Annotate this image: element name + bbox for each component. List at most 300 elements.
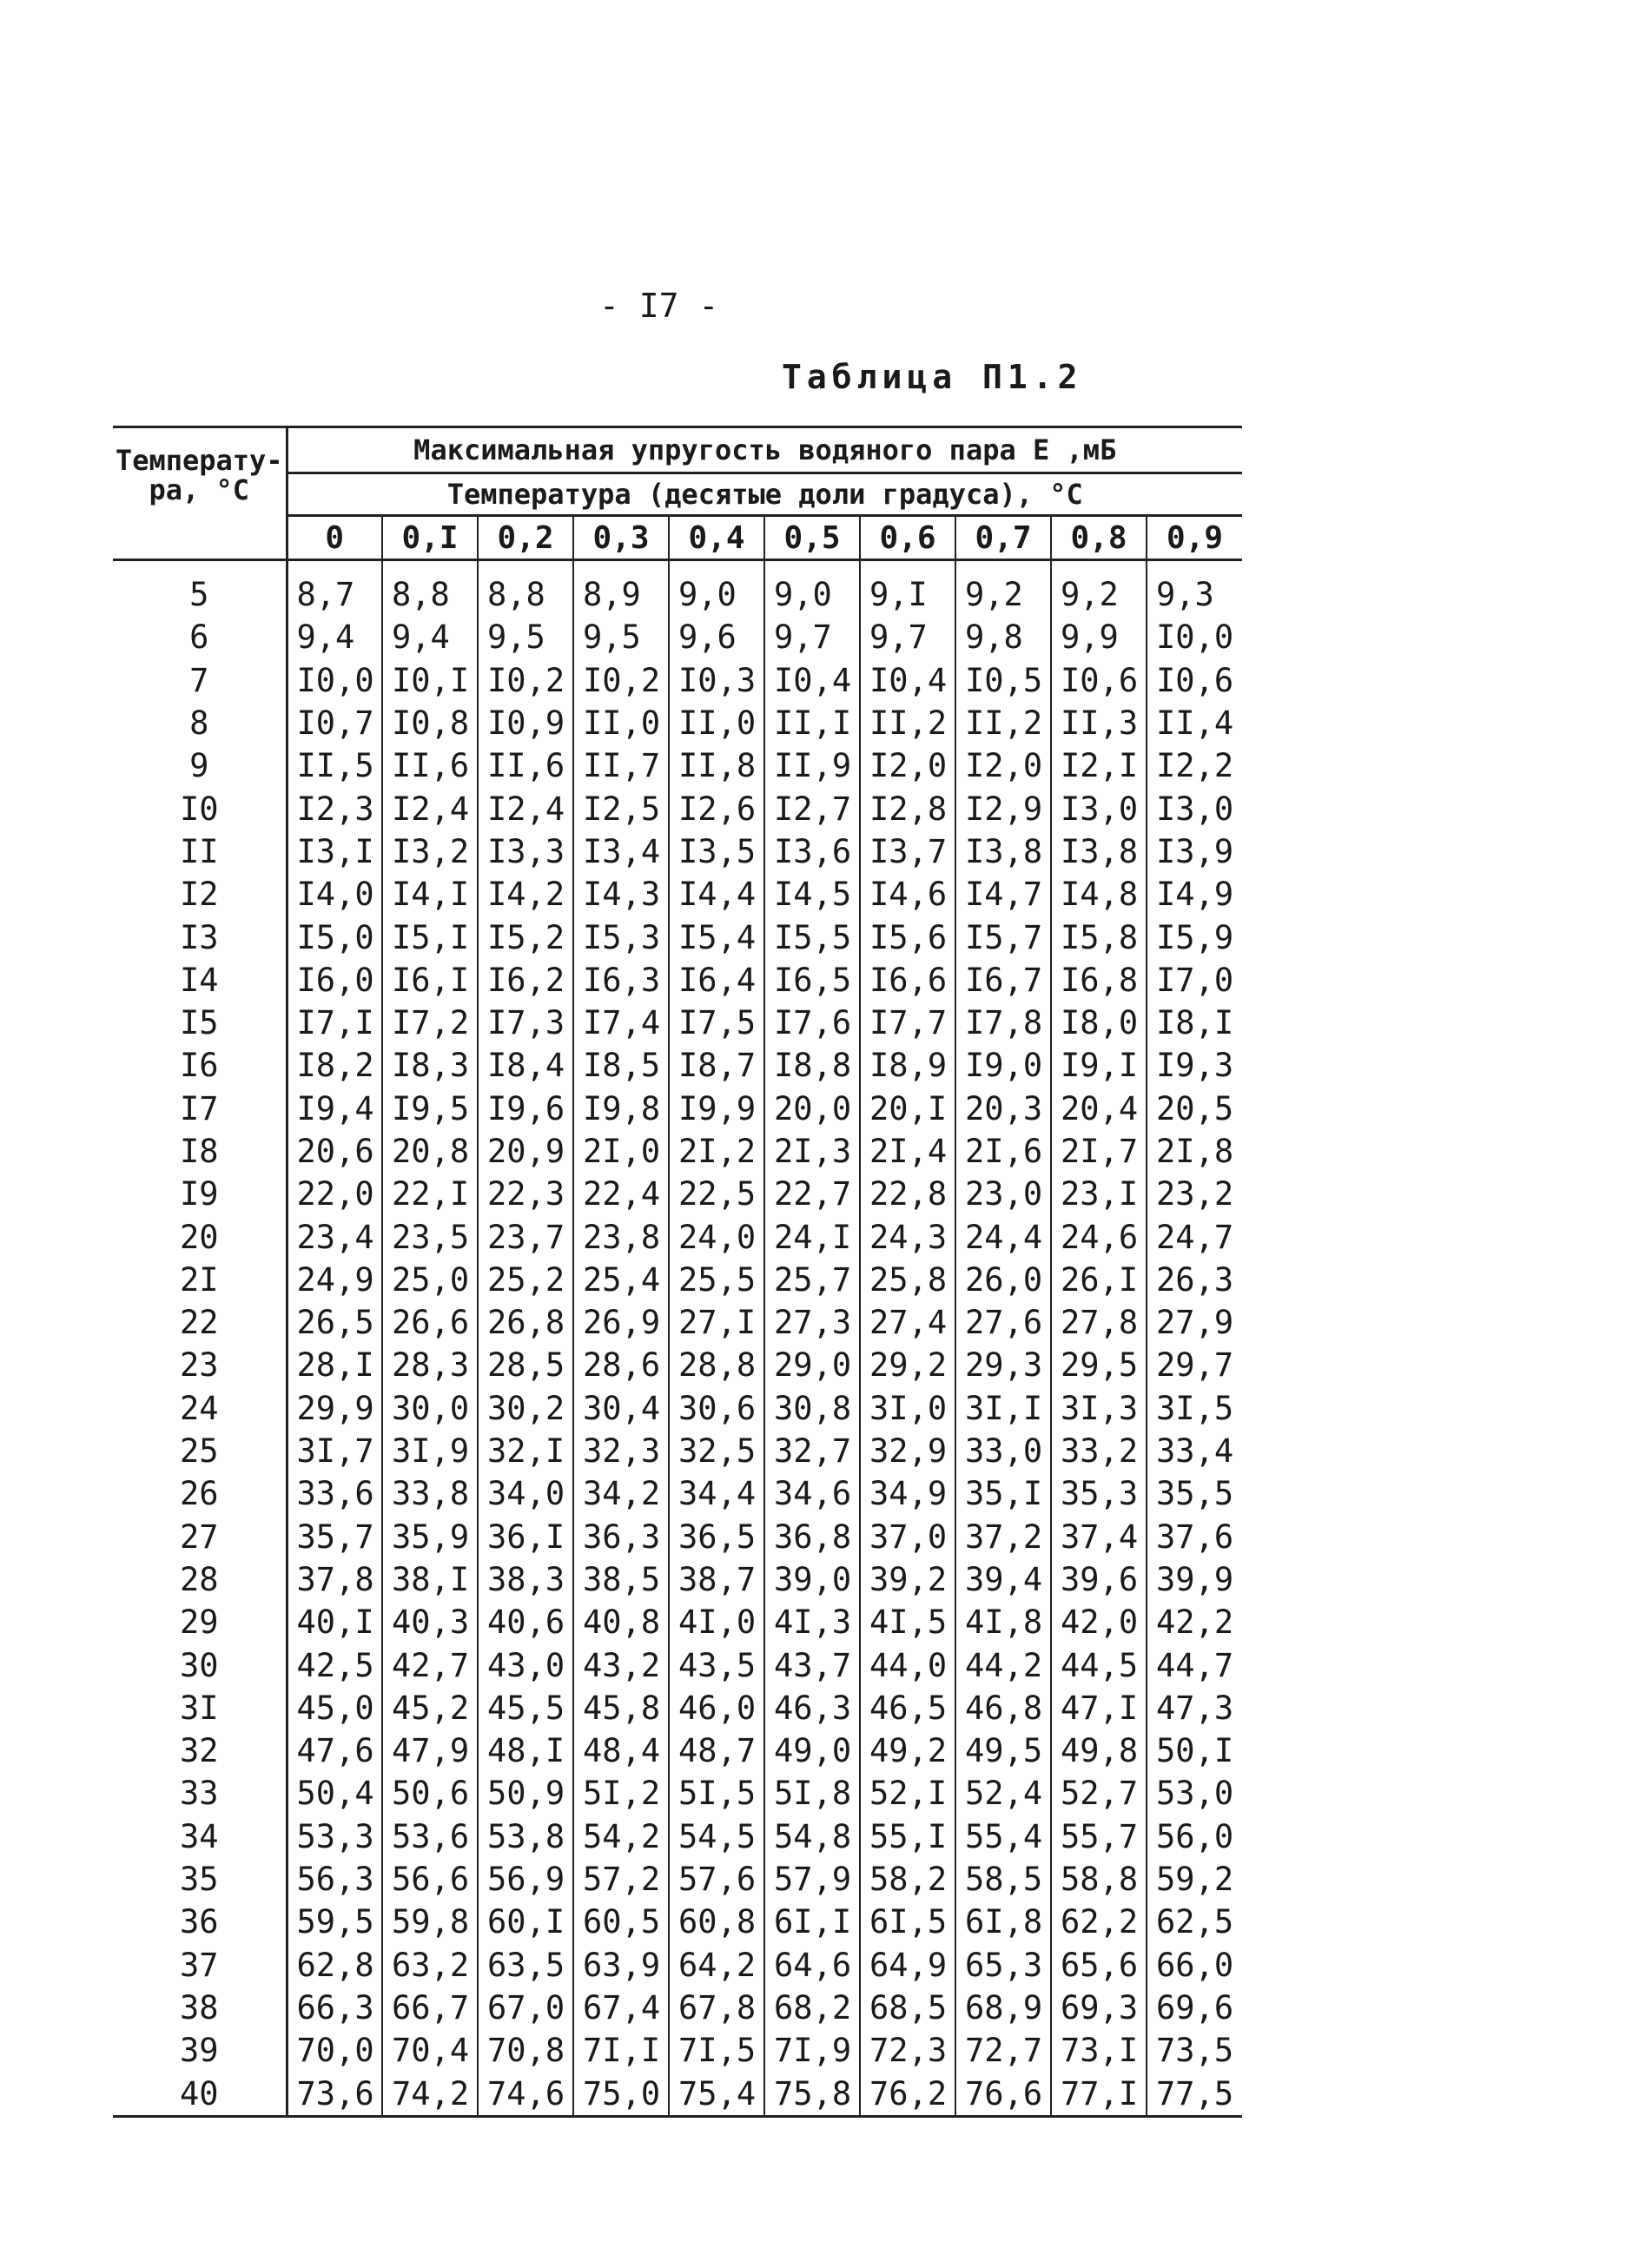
table-cell: I8,3 (382, 1044, 478, 1087)
row-temperature-label: 30 (113, 1643, 287, 1686)
table-cell: 9,0 (764, 560, 860, 617)
table-cell: 40,8 (573, 1601, 669, 1643)
table-cell: I2,2 (1147, 744, 1242, 787)
table-cell: 34,2 (573, 1472, 669, 1515)
table-cell: 7I,I (573, 2029, 669, 2072)
table-cell: 25,4 (573, 1259, 669, 1301)
table-cell: I0,0 (287, 659, 382, 702)
column-header: 0,6 (860, 516, 955, 560)
table-cell: I2,6 (669, 787, 764, 830)
table-cell: 45,0 (287, 1687, 382, 1729)
row-temperature-label: 25 (113, 1430, 287, 1472)
table-cell: 57,6 (669, 1858, 764, 1901)
table-title: Таблица П1.2 (782, 358, 1083, 396)
table-cell: I5,3 (573, 916, 669, 958)
table-cell: 64,6 (764, 1944, 860, 1987)
table-cell: 77,I (1051, 2072, 1147, 2116)
table-cell: 8,8 (478, 560, 573, 617)
table-cell: 26,I (1051, 1259, 1147, 1301)
table-row (113, 1387, 1242, 1430)
table-cell: 56,0 (1147, 1815, 1242, 1858)
column-header: 0 (287, 516, 382, 560)
main-header: Максимальная упругость водяного пара E ,мБ (287, 427, 1242, 473)
table-cell: I9,3 (1147, 1044, 1242, 1087)
table-cell: I6,3 (573, 959, 669, 1002)
table-cell: 67,0 (478, 1987, 573, 2029)
table-cell: 32,I (478, 1430, 573, 1472)
table-row (113, 916, 1242, 958)
table-cell: 49,0 (764, 1729, 860, 1772)
table-cell: 46,5 (860, 1687, 955, 1729)
row-temperature-label: 33 (113, 1772, 287, 1815)
table-row (113, 959, 1242, 1002)
table-cell: 43,5 (669, 1643, 764, 1686)
table-cell: II,2 (860, 702, 955, 744)
table-cell: 28,6 (573, 1344, 669, 1386)
table-cell: 32,9 (860, 1430, 955, 1472)
table-cell: 69,3 (1051, 1987, 1147, 2029)
table-cell: 27,I (669, 1301, 764, 1344)
table-row (113, 1901, 1242, 1943)
table-cell: 25,8 (860, 1259, 955, 1301)
table-cell: 72,3 (860, 2029, 955, 2072)
table-cell: 55,I (860, 1815, 955, 1858)
table-cell: I9,5 (382, 1088, 478, 1130)
table-cell: I4,5 (764, 873, 860, 916)
table-cell: 35,3 (1051, 1472, 1147, 1515)
table-cell: 22,8 (860, 1173, 955, 1215)
table-cell: 35,5 (1147, 1472, 1242, 1515)
table-cell: 26,3 (1147, 1259, 1242, 1301)
table-cell: I2,I (1051, 744, 1147, 787)
column-header: 0,3 (573, 516, 669, 560)
table-row (113, 616, 1242, 658)
row-temperature-label: 6 (113, 616, 287, 658)
table-cell: 4I,8 (955, 1601, 1051, 1643)
table-cell: 50,I (1147, 1729, 1242, 1772)
table-cell: 25,0 (382, 1259, 478, 1301)
table-cell: 2I,3 (764, 1130, 860, 1173)
table-cell: 47,I (1051, 1687, 1147, 1729)
table-cell: I0,2 (573, 659, 669, 702)
table-cell: 26,6 (382, 1301, 478, 1344)
table-cell: 77,5 (1147, 2072, 1242, 2116)
table-cell: I0,6 (1147, 659, 1242, 702)
table-cell: 27,9 (1147, 1301, 1242, 1344)
table-cell: 30,2 (478, 1387, 573, 1430)
table-cell: 64,2 (669, 1944, 764, 1987)
table-cell: 49,8 (1051, 1729, 1147, 1772)
table-row (113, 2072, 1242, 2116)
table-row (113, 560, 1242, 617)
table-cell: I5,9 (1147, 916, 1242, 958)
table-cell: 63,9 (573, 1944, 669, 1987)
vapor-pressure-table (113, 426, 1242, 2118)
column-header: 0,2 (478, 516, 573, 560)
table-cell: 24,I (764, 1215, 860, 1258)
table-cell: 56,9 (478, 1858, 573, 1901)
row-temperature-label: I3 (113, 916, 287, 958)
table-cell: I3,0 (1051, 787, 1147, 830)
table-cell: I6,4 (669, 959, 764, 1002)
table-cell: 39,4 (955, 1558, 1051, 1601)
table-body (113, 560, 1242, 2117)
table-cell: 20,I (860, 1088, 955, 1130)
table-cell: 39,9 (1147, 1558, 1242, 1601)
table-cell: 28,8 (669, 1344, 764, 1386)
table-cell: 36,3 (573, 1516, 669, 1558)
row-temperature-label: 8 (113, 702, 287, 744)
table-row (113, 787, 1242, 830)
table-cell: 44,7 (1147, 1643, 1242, 1686)
table-cell: 46,3 (764, 1687, 860, 1729)
table-cell: 63,5 (478, 1944, 573, 1987)
table-cell: 64,9 (860, 1944, 955, 1987)
table-cell: I2,5 (573, 787, 669, 830)
table-cell: II,6 (478, 744, 573, 787)
table-cell: I3,7 (860, 830, 955, 873)
table-cell: I9,8 (573, 1088, 669, 1130)
table-cell: I8,9 (860, 1044, 955, 1087)
table-cell: I8,0 (1051, 1002, 1147, 1044)
table-cell: 43,2 (573, 1643, 669, 1686)
table-cell: 23,0 (955, 1173, 1051, 1215)
table-cell: 40,3 (382, 1601, 478, 1643)
table-cell: 8,7 (287, 560, 382, 617)
table-cell: I2,3 (287, 787, 382, 830)
table-row (113, 1259, 1242, 1301)
table-cell: I3,I (287, 830, 382, 873)
table-cell: 20,3 (955, 1088, 1051, 1130)
table-row (113, 1044, 1242, 1087)
table-row (113, 1344, 1242, 1386)
table-cell: 3I,0 (860, 1387, 955, 1430)
table-cell: I7,I (287, 1002, 382, 1044)
table-cell: 60,8 (669, 1901, 764, 1943)
table-cell: I9,6 (478, 1088, 573, 1130)
table-cell: 20,4 (1051, 1088, 1147, 1130)
temperature-column-header: Температу- ра, °С (113, 427, 287, 560)
table-cell: I6,5 (764, 959, 860, 1002)
row-temperature-label: I5 (113, 1002, 287, 1044)
table-cell: I4,3 (573, 873, 669, 916)
table-row (113, 1173, 1242, 1215)
table-cell: 25,5 (669, 1259, 764, 1301)
table-cell: 65,6 (1051, 1944, 1147, 1987)
table-cell: 53,3 (287, 1815, 382, 1858)
table-cell: 9,6 (669, 616, 764, 658)
table-cell: I9,0 (955, 1044, 1051, 1087)
table-cell: I5,8 (1051, 916, 1147, 958)
row-temperature-label: 40 (113, 2072, 287, 2116)
table-cell: 9,5 (573, 616, 669, 658)
table-cell: I2,7 (764, 787, 860, 830)
table-cell: I0,4 (764, 659, 860, 702)
row-temperature-label: 28 (113, 1558, 287, 1601)
table-cell: 47,9 (382, 1729, 478, 1772)
table-cell: 60,5 (573, 1901, 669, 1943)
table-cell: 45,5 (478, 1687, 573, 1729)
table-cell: 55,7 (1051, 1815, 1147, 1858)
table-cell: 33,2 (1051, 1430, 1147, 1472)
row-temperature-label: 29 (113, 1601, 287, 1643)
table-cell: I5,6 (860, 916, 955, 958)
table-cell: I7,5 (669, 1002, 764, 1044)
table-cell: 33,8 (382, 1472, 478, 1515)
table-cell: 45,8 (573, 1687, 669, 1729)
table-cell: 20,0 (764, 1088, 860, 1130)
table-cell: I3,4 (573, 830, 669, 873)
table-cell: 42,5 (287, 1643, 382, 1686)
table-cell: 20,6 (287, 1130, 382, 1173)
table-cell: 6I,I (764, 1901, 860, 1943)
table-cell: I2,4 (478, 787, 573, 830)
table-row (113, 659, 1242, 702)
table-cell: 7I,5 (669, 2029, 764, 2072)
table-cell: 43,0 (478, 1643, 573, 1686)
table-cell: 38,7 (669, 1558, 764, 1601)
row-temperature-label: 9 (113, 744, 287, 787)
table-cell: 20,5 (1147, 1088, 1242, 1130)
table-cell: 3I,7 (287, 1430, 382, 1472)
table-cell: 36,8 (764, 1516, 860, 1558)
row-temperature-label: 34 (113, 1815, 287, 1858)
table-cell: I6,I (382, 959, 478, 1002)
table-cell: 24,0 (669, 1215, 764, 1258)
table-cell: 4I,5 (860, 1601, 955, 1643)
table-cell: I8,2 (287, 1044, 382, 1087)
table-cell: 30,4 (573, 1387, 669, 1430)
row-temperature-label: 22 (113, 1301, 287, 1344)
table-cell: 52,4 (955, 1772, 1051, 1815)
table-cell: 74,2 (382, 2072, 478, 2116)
table-cell: I8,5 (573, 1044, 669, 1087)
table-row (113, 1430, 1242, 1472)
table-cell: 46,8 (955, 1687, 1051, 1729)
row-temperature-label: 36 (113, 1901, 287, 1943)
row-temperature-label: 2I (113, 1259, 287, 1301)
table-cell: 38,I (382, 1558, 478, 1601)
row-temperature-label: 27 (113, 1516, 287, 1558)
table-row (113, 1687, 1242, 1729)
table-cell: II,9 (764, 744, 860, 787)
table-cell: 35,7 (287, 1516, 382, 1558)
table-cell: 3I,I (955, 1387, 1051, 1430)
table-cell: 42,7 (382, 1643, 478, 1686)
table-cell: I6,8 (1051, 959, 1147, 1002)
table-cell: 46,0 (669, 1687, 764, 1729)
table-cell: 3I,9 (382, 1430, 478, 1472)
table-cell: 44,2 (955, 1643, 1051, 1686)
table-cell: II,2 (955, 702, 1051, 744)
table-cell: 25,2 (478, 1259, 573, 1301)
table-cell: 50,6 (382, 1772, 478, 1815)
table-cell: II,0 (573, 702, 669, 744)
table-cell: I3,3 (478, 830, 573, 873)
table-cell: 58,8 (1051, 1858, 1147, 1901)
table-cell: 68,2 (764, 1987, 860, 2029)
table-cell: 9,9 (1051, 616, 1147, 658)
table-cell: 50,4 (287, 1772, 382, 1815)
table-cell: 43,7 (764, 1643, 860, 1686)
table-cell: 22,0 (287, 1173, 382, 1215)
table-cell: 65,3 (955, 1944, 1051, 1987)
table-cell: I8,7 (669, 1044, 764, 1087)
table-row (113, 1729, 1242, 1772)
row-temperature-label: I6 (113, 1044, 287, 1087)
table-cell: 34,0 (478, 1472, 573, 1515)
row-temperature-label: 3I (113, 1687, 287, 1729)
table-cell: 34,4 (669, 1472, 764, 1515)
sub-header: Температура (десятые доли градуса), °С (287, 473, 1242, 516)
table-cell: 34,9 (860, 1472, 955, 1515)
table-cell: I0,5 (955, 659, 1051, 702)
table-row (113, 1088, 1242, 1130)
table-cell: 28,I (287, 1344, 382, 1386)
table-cell: 26,0 (955, 1259, 1051, 1301)
table-cell: 66,7 (382, 1987, 478, 2029)
table-cell: 29,7 (1147, 1344, 1242, 1386)
table-cell: 70,0 (287, 2029, 382, 2072)
table-cell: 23,8 (573, 1215, 669, 1258)
table-cell: 25,7 (764, 1259, 860, 1301)
table-cell: 40,6 (478, 1601, 573, 1643)
table-cell: I9,I (1051, 1044, 1147, 1087)
table-cell: 6I,5 (860, 1901, 955, 1943)
row-temperature-label: 26 (113, 1472, 287, 1515)
table-cell: 29,0 (764, 1344, 860, 1386)
row-temperature-label: 39 (113, 2029, 287, 2072)
table-cell: 9,I (860, 560, 955, 617)
row-temperature-label: 7 (113, 659, 287, 702)
table-cell: 27,3 (764, 1301, 860, 1344)
table-cell: I8,4 (478, 1044, 573, 1087)
table-cell: I6,7 (955, 959, 1051, 1002)
table-cell: I3,5 (669, 830, 764, 873)
table-cell: 42,0 (1051, 1601, 1147, 1643)
table-cell: 9,3 (1147, 560, 1242, 617)
table-cell: 52,7 (1051, 1772, 1147, 1815)
table-cell: 33,6 (287, 1472, 382, 1515)
table-cell: 48,4 (573, 1729, 669, 1772)
table-cell: I4,2 (478, 873, 573, 916)
table-cell: 9,0 (669, 560, 764, 617)
table-cell: 24,9 (287, 1259, 382, 1301)
table-cell: II,8 (669, 744, 764, 787)
page-number: - I7 - (599, 287, 719, 325)
table-cell: I7,6 (764, 1002, 860, 1044)
table-cell: I4,0 (287, 873, 382, 916)
table-cell: 50,9 (478, 1772, 573, 1815)
table-cell: 76,2 (860, 2072, 955, 2116)
table-cell: 26,8 (478, 1301, 573, 1344)
column-header: 0,5 (764, 516, 860, 560)
table-cell: 54,5 (669, 1815, 764, 1858)
table-cell: I5,I (382, 916, 478, 958)
table-cell: 32,3 (573, 1430, 669, 1472)
table-cell: 66,0 (1147, 1944, 1242, 1987)
table-cell: I2,8 (860, 787, 955, 830)
table-cell: 9,5 (478, 616, 573, 658)
table-cell: 30,6 (669, 1387, 764, 1430)
column-header: 0,I (382, 516, 478, 560)
table-cell: 53,6 (382, 1815, 478, 1858)
table-cell: I3,8 (955, 830, 1051, 873)
table-cell: 56,3 (287, 1858, 382, 1901)
table-row (113, 1601, 1242, 1643)
row-temperature-label: 37 (113, 1944, 287, 1987)
row-temperature-label: 5 (113, 560, 287, 617)
table-cell: II,4 (1147, 702, 1242, 744)
table-cell: 20,8 (382, 1130, 478, 1173)
table-cell: I2,0 (955, 744, 1051, 787)
row-temperature-label: II (113, 830, 287, 873)
table-cell: 9,2 (1051, 560, 1147, 617)
table-cell: I0,6 (1051, 659, 1147, 702)
table-cell: 4I,3 (764, 1601, 860, 1643)
row-temperature-label: 38 (113, 1987, 287, 2029)
table-cell: I7,3 (478, 1002, 573, 1044)
table-cell: 29,2 (860, 1344, 955, 1386)
table-cell: 56,6 (382, 1858, 478, 1901)
row-temperature-label: I2 (113, 873, 287, 916)
table-cell: 44,0 (860, 1643, 955, 1686)
table-cell: 27,4 (860, 1301, 955, 1344)
row-temperature-label: I0 (113, 787, 287, 830)
table-cell: I0,9 (478, 702, 573, 744)
table-cell: 37,4 (1051, 1516, 1147, 1558)
table-cell: I7,2 (382, 1002, 478, 1044)
table-cell: 68,9 (955, 1987, 1051, 2029)
table-cell: 62,2 (1051, 1901, 1147, 1943)
table-cell: 28,5 (478, 1344, 573, 1386)
table-cell: I8,8 (764, 1044, 860, 1087)
table-cell: 28,3 (382, 1344, 478, 1386)
table-cell: 39,0 (764, 1558, 860, 1601)
table-cell: 39,2 (860, 1558, 955, 1601)
table-cell: II,7 (573, 744, 669, 787)
table-cell: 74,6 (478, 2072, 573, 2116)
table-cell: 3I,5 (1147, 1387, 1242, 1430)
table-cell: 9,8 (955, 616, 1051, 658)
table-cell: 32,7 (764, 1430, 860, 1472)
table-cell: I4,9 (1147, 873, 1242, 916)
table-cell: II,6 (382, 744, 478, 787)
column-header: 0,4 (669, 516, 764, 560)
table-cell: 76,6 (955, 2072, 1051, 2116)
table-cell: 2I,0 (573, 1130, 669, 1173)
table-cell: 8,9 (573, 560, 669, 617)
table-cell: 55,4 (955, 1815, 1051, 1858)
table-cell: II,I (764, 702, 860, 744)
table-cell: I0,3 (669, 659, 764, 702)
table-cell: 5I,5 (669, 1772, 764, 1815)
table-cell: I5,2 (478, 916, 573, 958)
table-cell: 37,6 (1147, 1516, 1242, 1558)
table-cell: 75,8 (764, 2072, 860, 2116)
column-header: 0,8 (1051, 516, 1147, 560)
table-cell: 20,9 (478, 1130, 573, 1173)
table-cell: 29,9 (287, 1387, 382, 1430)
table-row (113, 1558, 1242, 1601)
table-cell: 37,0 (860, 1516, 955, 1558)
table-cell: 26,5 (287, 1301, 382, 1344)
table-cell: 63,2 (382, 1944, 478, 1987)
table-cell: 40,I (287, 1601, 382, 1643)
table-cell: 2I,2 (669, 1130, 764, 1173)
table-cell: 42,2 (1147, 1601, 1242, 1643)
table-cell: I2,9 (955, 787, 1051, 830)
